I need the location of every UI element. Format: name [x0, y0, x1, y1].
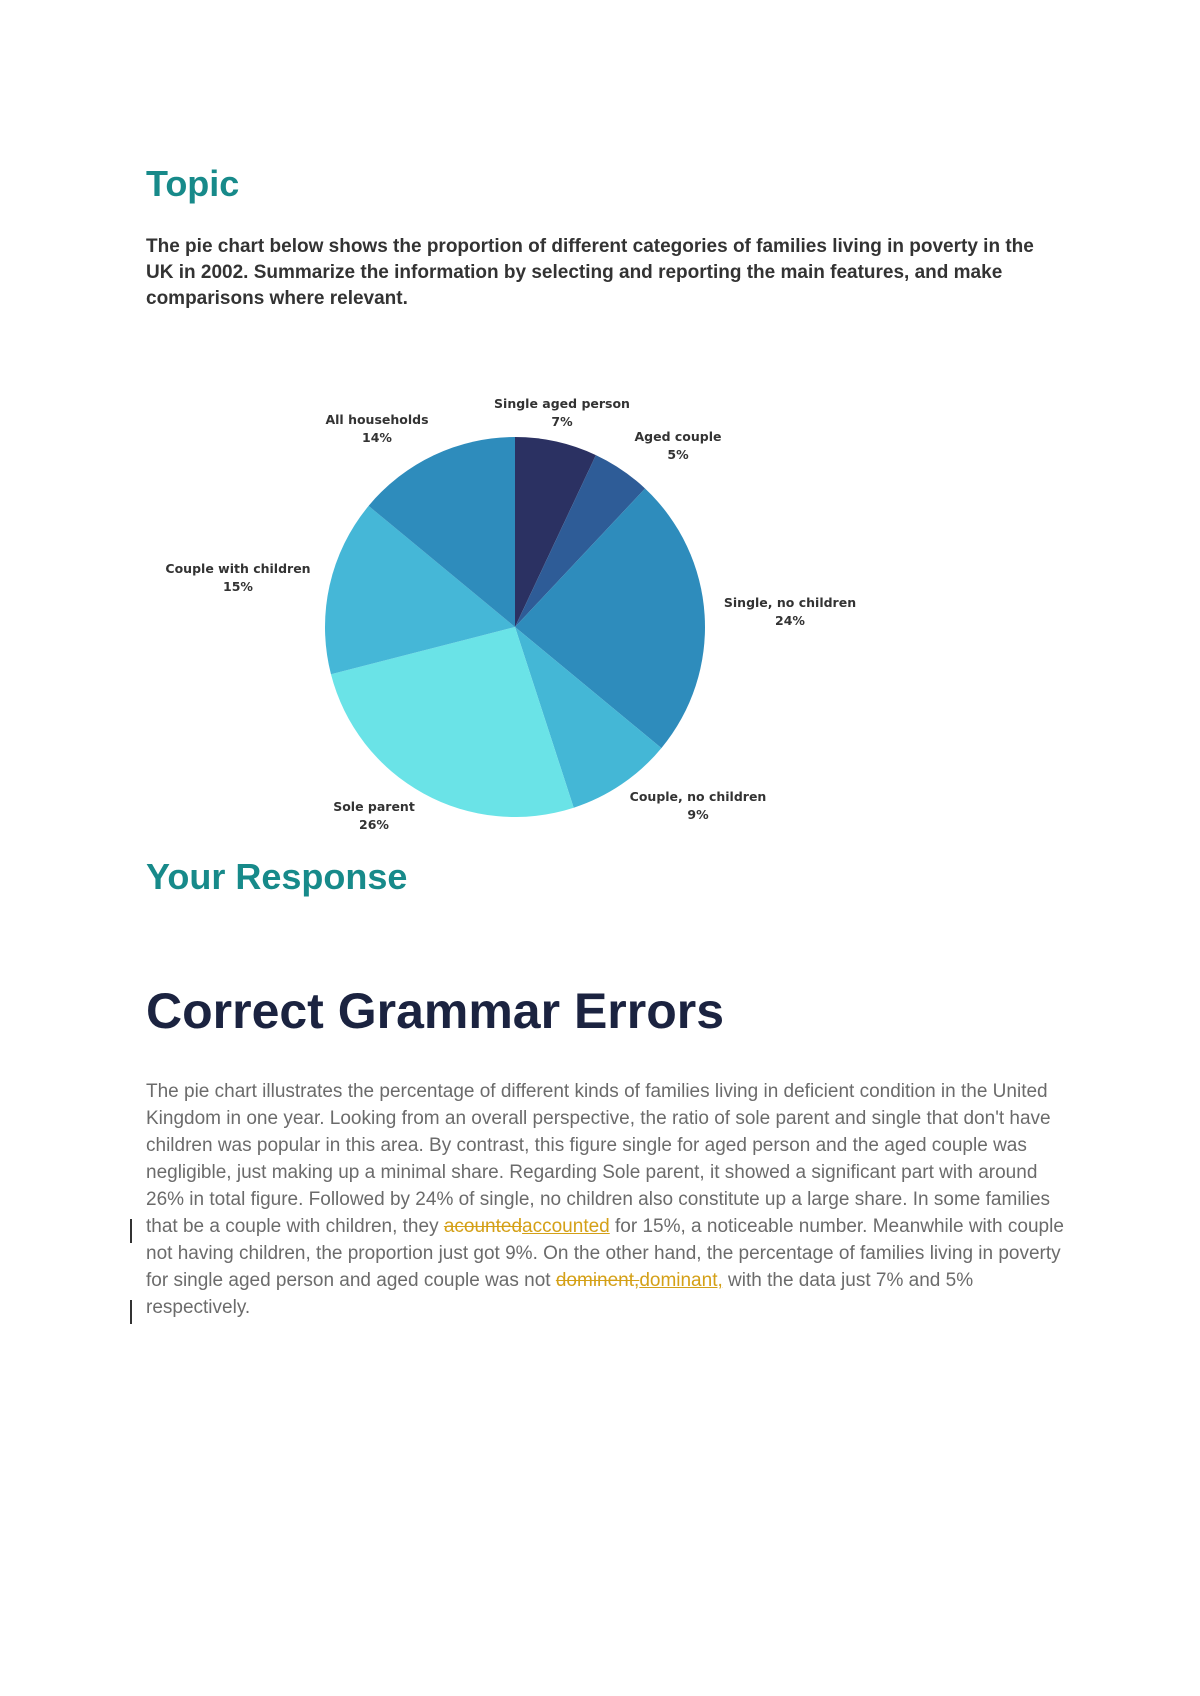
slice-label: Couple, no children [629, 789, 767, 804]
slice-value-label: 14% [362, 430, 392, 445]
inserted-word[interactable]: accounted [522, 1216, 610, 1237]
grammar-heading: Correct Grammar Errors [146, 983, 725, 1039]
slice-label: Sole parent [333, 799, 415, 814]
inserted-word[interactable]: dominant, [639, 1270, 723, 1291]
slice-label: Single aged person [494, 396, 630, 411]
topic-heading: Topic [146, 163, 240, 204]
essay-text [146, 1078, 1066, 1321]
slice-value-label: 7% [551, 414, 573, 429]
slice-label: All households [325, 412, 429, 427]
topic-prompt: The pie chart below shows the proportion of different categories of families living in poverty in the UK in 2002. Summarize the information by selecting and reporting the main features, and make comparisons where relevant. [146, 236, 1034, 309]
essay-segment: for 15%, a noticeable number. Meanwhile with couple not having children, the proportion just got 9%. On the other hand, the percentage of families living in poverty for single aged person and aged couple was not [146, 1216, 1064, 1291]
change-marker [130, 1219, 132, 1243]
deleted-word: acounted [443, 1216, 523, 1237]
slice-value-label: 15% [223, 579, 253, 594]
essay-segment: The pie chart illustrates the percentage of different kinds of families living in deficient condition in the United Kingdom in one year. Looking from an overall perspective, the ratio of sole parent and single that don't have children was popular in this area. By contrast, this figure single for aged person and the aged couple was negligible, just making up a minimal share. Regarding Sole parent, it showed a significant part with around 26% in total figure. Followed by 24% of single, no children also constitute up a large share. In some families that be a couple with children, they [146, 1081, 1051, 1237]
slice-label: Aged couple [634, 429, 722, 444]
slice-label: Single, no children [723, 595, 857, 610]
response-heading: Your Response [146, 856, 408, 897]
slice-value-label: 9% [687, 807, 709, 822]
slice-label: Couple with children [165, 561, 311, 576]
deleted-word: dominent, [555, 1270, 640, 1291]
change-marker [130, 1300, 132, 1324]
essay-segment: with the data just 7% and 5% respectively. [146, 1270, 974, 1318]
slice-value-label: 5% [667, 447, 689, 462]
slice-value-label: 24% [775, 613, 805, 628]
slice-value-label: 26% [359, 817, 389, 832]
